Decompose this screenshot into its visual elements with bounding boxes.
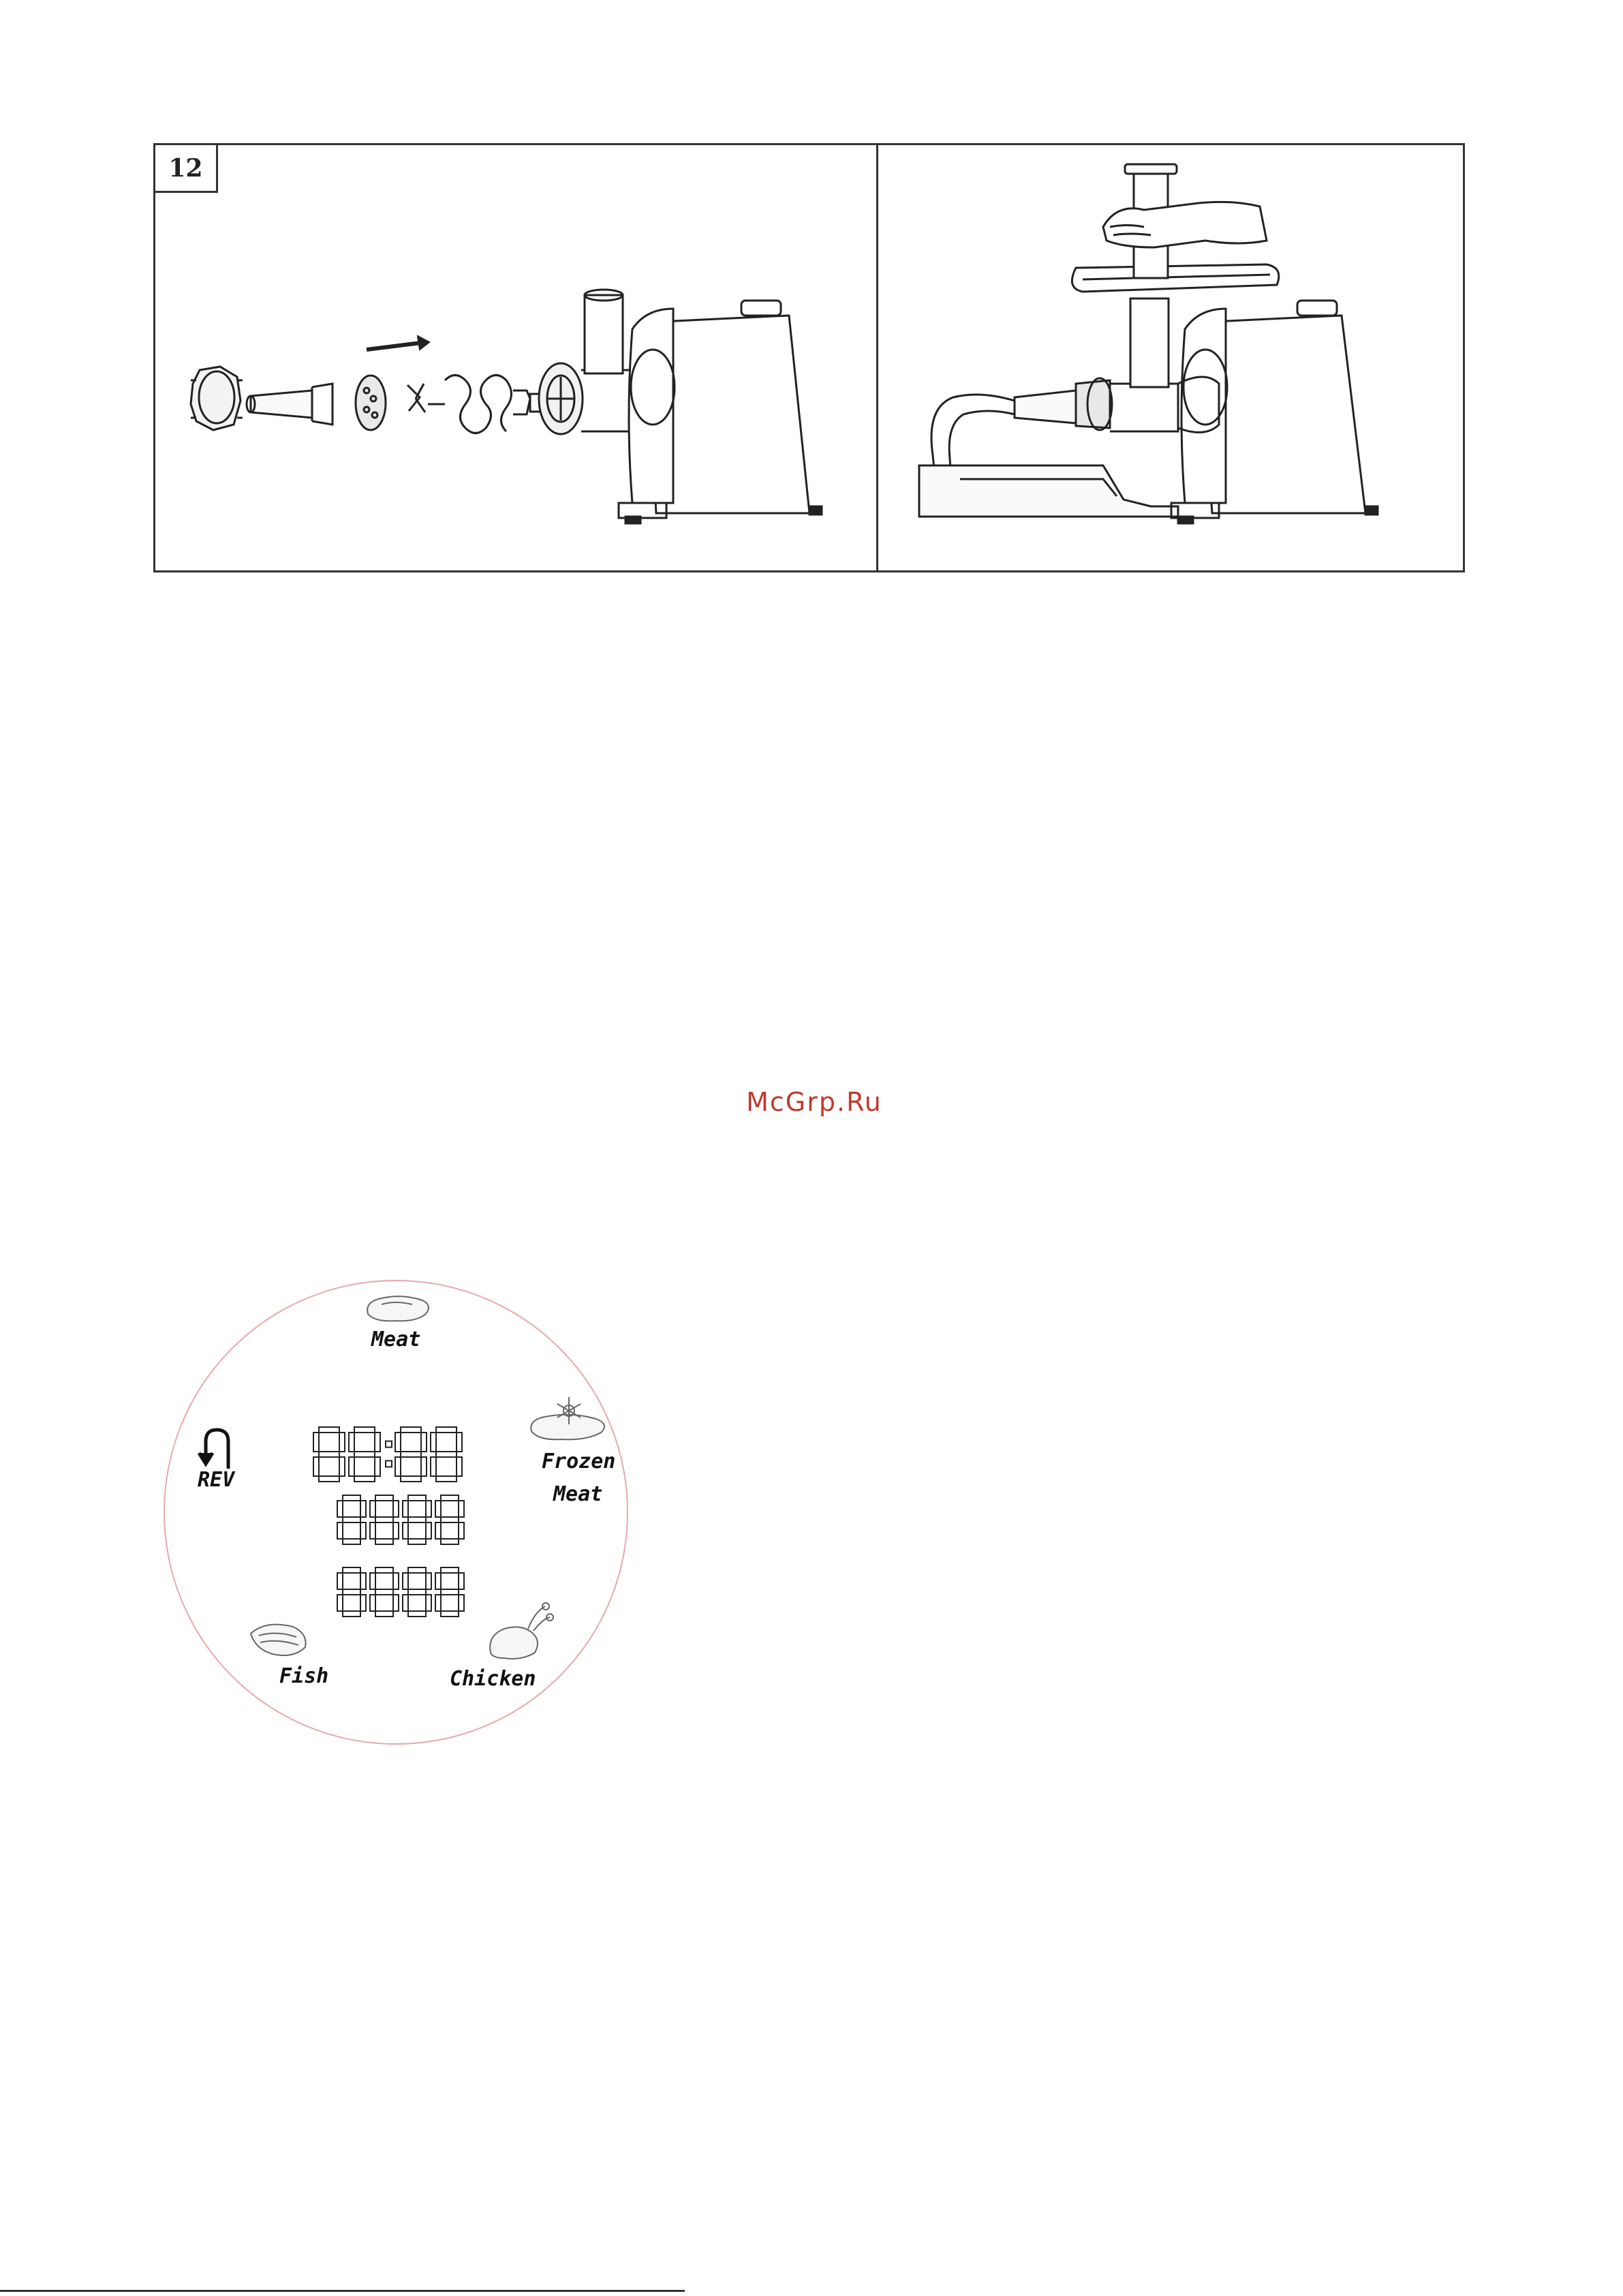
watermark-text: McGrp.Ru: [746, 1087, 882, 1117]
segment-digit: [370, 1495, 399, 1544]
segment-digit: [370, 1567, 399, 1617]
motor-body-icon: [619, 301, 822, 523]
time-readout: [312, 1426, 476, 1487]
rev-label: REV: [198, 1468, 235, 1492]
cutting-disc-icon: [356, 376, 386, 430]
ring-nut-icon: [191, 367, 243, 430]
colon-dot: [386, 1460, 392, 1467]
colon-dot: [386, 1441, 392, 1448]
hand-icon: [1103, 202, 1267, 247]
footer-rule: [0, 2290, 685, 2292]
third-readout: [336, 1566, 472, 1621]
segment-digit: [337, 1495, 366, 1544]
meat-label: Meat: [371, 1328, 421, 1351]
meat-icon[interactable]: [361, 1288, 436, 1329]
assembly-figure: [153, 143, 1465, 572]
motor-body-icon: [1171, 301, 1378, 523]
segment-digit: [403, 1495, 431, 1544]
blade-icon: [407, 384, 425, 412]
assembled-grinder-illustration: [878, 145, 1463, 570]
segment-digit: [435, 1567, 464, 1617]
rev-arrow-icon[interactable]: [198, 1424, 238, 1472]
direction-arrow-icon: [367, 336, 429, 350]
feed-tray-icon: [1072, 264, 1278, 292]
auger-screw-icon: [428, 376, 541, 433]
segment-digit: [431, 1427, 462, 1482]
fish-label: Fish: [279, 1664, 329, 1688]
second-readout: [336, 1494, 472, 1548]
segment-digit: [435, 1495, 464, 1544]
exploded-parts-illustration: [155, 145, 876, 570]
segment-digit: [403, 1567, 431, 1617]
chicken-icon[interactable]: [480, 1598, 555, 1663]
frozen-meat-label-line1: Frozen: [542, 1450, 616, 1473]
figure-number: 12: [155, 145, 218, 193]
fish-icon[interactable]: [245, 1617, 313, 1664]
segment-digit: [313, 1427, 345, 1482]
sausage-funnel-icon: [247, 384, 333, 425]
frozen-meat-label-line2: Meat: [553, 1482, 603, 1506]
segment-digit: [337, 1567, 366, 1617]
attached-funnel-icon: [1015, 378, 1112, 430]
frozen-meat-icon[interactable]: [525, 1390, 613, 1445]
grinder-tube-icon: [1110, 299, 1178, 431]
segment-digit: [395, 1427, 427, 1482]
segment-digit: [349, 1427, 380, 1482]
chicken-label: Chicken: [450, 1667, 536, 1691]
